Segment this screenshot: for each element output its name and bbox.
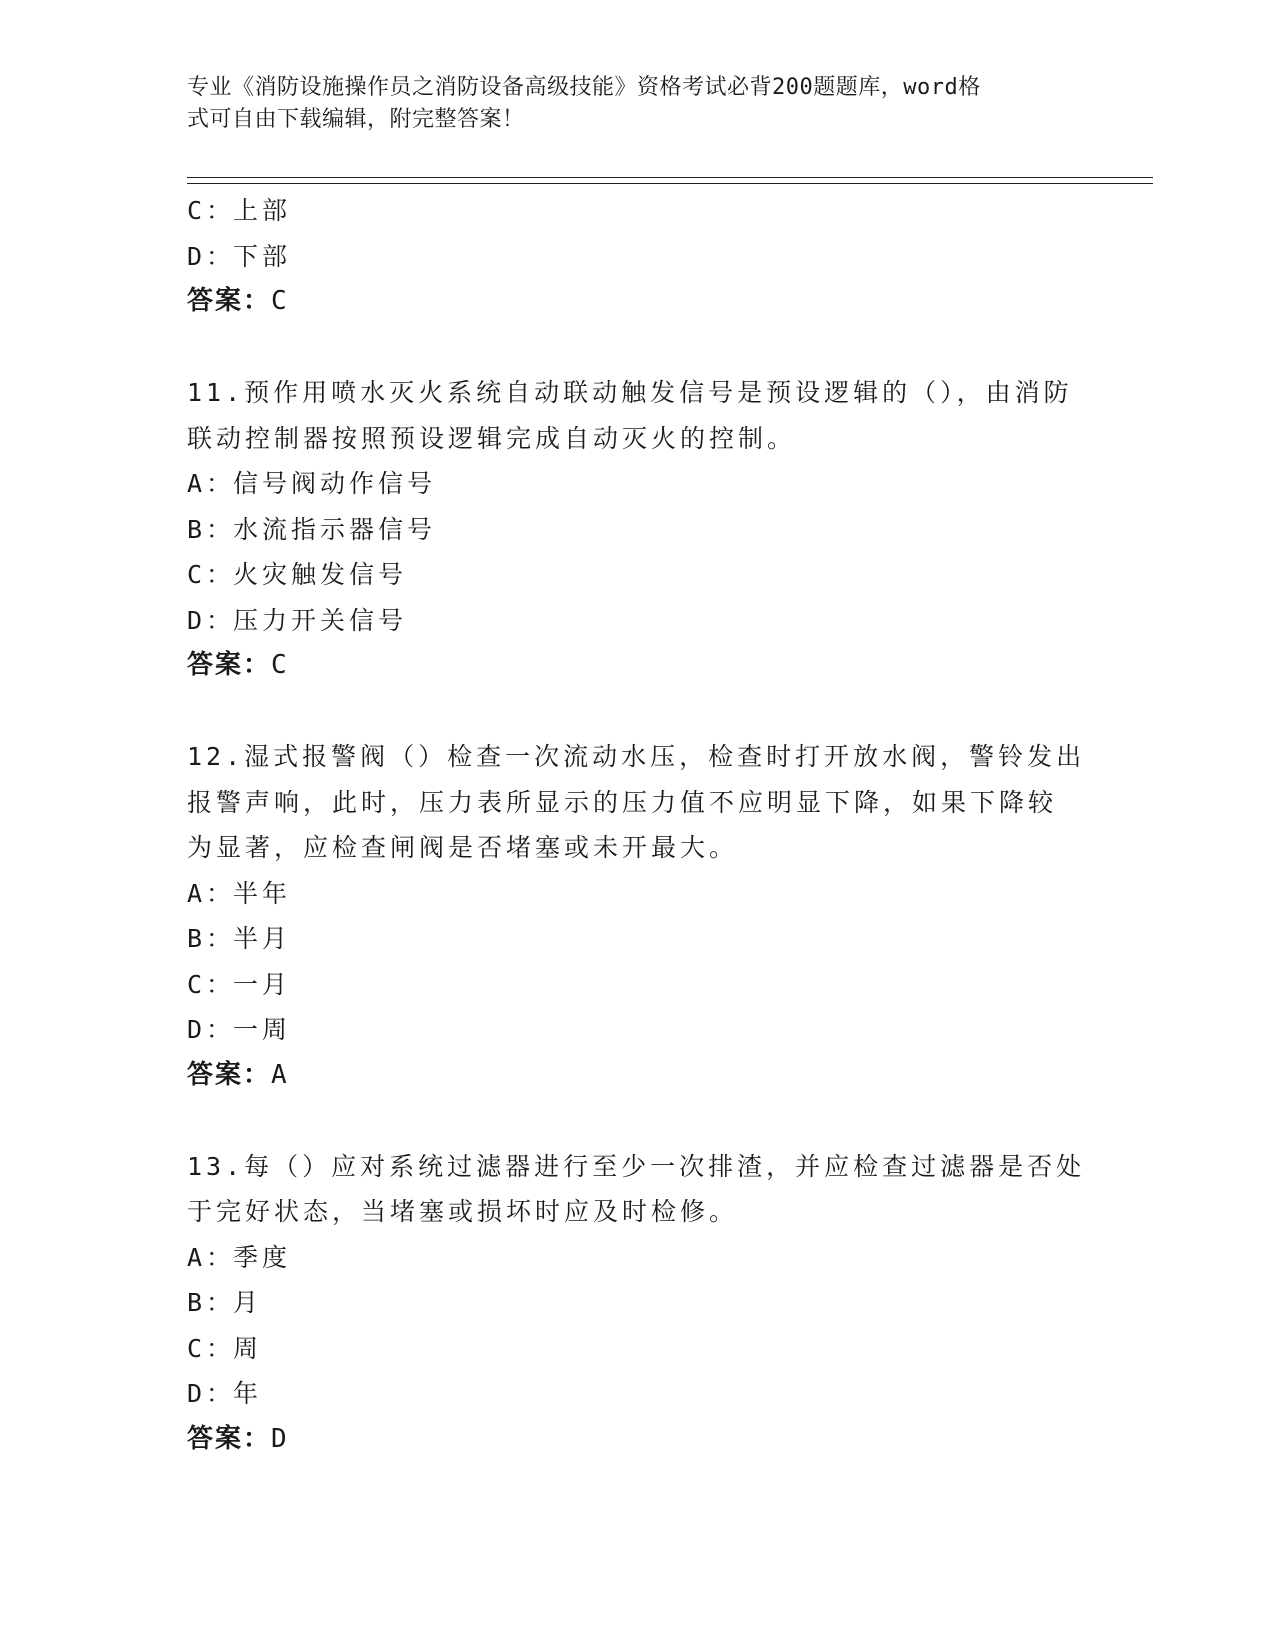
- question-11: [187, 370, 1087, 689]
- answer-value: C: [271, 286, 289, 316]
- option-text: 下部: [233, 241, 292, 271]
- option-c: [187, 1326, 1087, 1372]
- option-text: 半月: [233, 924, 292, 953]
- question-stem-line: 为显著，应检查闸阀是否堵塞或未开最大。: [187, 833, 739, 862]
- option-text: 水流指示器信号: [233, 514, 437, 544]
- option-d: [187, 234, 1087, 280]
- option-text: 季度: [233, 1242, 292, 1272]
- question-stem-line: 13.每（）应对系统过滤器进行至少一次排渣，并应检查过滤器是否处: [187, 1151, 1086, 1181]
- question-stem-line: 12.湿式报警阀（）检查一次流动水压，检查时打开放水阀，警铃发出: [187, 742, 1086, 771]
- answer-label: 答案：: [187, 1059, 272, 1090]
- spacer: [187, 689, 1087, 735]
- option-d: [187, 598, 1087, 644]
- option-key: D：: [187, 1015, 236, 1044]
- option-c: [187, 552, 1087, 598]
- question-12: [187, 734, 1087, 1098]
- option-key: C：: [187, 1333, 236, 1363]
- question-list: [187, 188, 1087, 1462]
- header-divider-top: [187, 177, 1153, 178]
- option-text: 一周: [233, 1015, 292, 1044]
- answer-label: 答案：: [187, 1423, 272, 1454]
- option-text: 火灾触发信号: [233, 560, 408, 589]
- question-10-continued: [187, 188, 1087, 325]
- option-b: [187, 507, 1087, 553]
- answer-value: A: [271, 1059, 289, 1090]
- option-text: 信号阀动作信号: [233, 469, 437, 498]
- option-a: [187, 1235, 1087, 1281]
- question-stem-line: 报警声响，此时，压力表所显示的压力值不应明显下降，如果下降较: [187, 787, 1058, 817]
- option-text: 压力开关信号: [233, 605, 408, 635]
- option-d: [187, 1007, 1087, 1053]
- option-key: C：: [187, 560, 236, 589]
- option-a: [187, 461, 1087, 507]
- header-title-line-2: 式可自由下载编辑，附完整答案！: [187, 107, 525, 132]
- answer-line: [187, 1053, 1087, 1099]
- spacer: [187, 1098, 1087, 1144]
- option-a: [187, 871, 1087, 917]
- option-key: A：: [187, 878, 236, 908]
- answer-value: C: [271, 650, 289, 680]
- option-c: [187, 962, 1087, 1008]
- answer-label: 答案：: [187, 286, 272, 316]
- answer-line: [187, 1417, 1087, 1463]
- option-key: D：: [187, 605, 236, 635]
- option-key: B：: [187, 1288, 236, 1317]
- option-key: D：: [187, 241, 236, 271]
- option-text: 月: [233, 1288, 263, 1317]
- option-text: 上部: [233, 196, 292, 225]
- option-key: B：: [187, 514, 236, 544]
- option-d: [187, 1371, 1087, 1417]
- document-header: [187, 72, 1067, 136]
- answer-value: D: [271, 1423, 289, 1454]
- option-c: [187, 188, 1087, 234]
- option-key: A：: [187, 469, 236, 498]
- option-text: 周: [233, 1333, 263, 1363]
- option-text: 一月: [233, 969, 292, 999]
- option-key: D：: [187, 1379, 236, 1408]
- option-key: C：: [187, 196, 236, 225]
- spacer: [187, 325, 1087, 371]
- question-13: [187, 1144, 1087, 1463]
- header-title-line-1: 专业《消防设施操作员之消防设备高级技能》资格考试必背200题题库，word格: [187, 75, 981, 100]
- option-key: A：: [187, 1242, 236, 1272]
- answer-line: [187, 279, 1087, 325]
- answer-label: 答案：: [187, 650, 272, 680]
- question-stem-line: 于完好状态，当堵塞或损坏时应及时检修。: [187, 1197, 739, 1226]
- option-key: B：: [187, 924, 236, 953]
- answer-line: [187, 643, 1087, 689]
- question-stem-line: 11.预作用喷水灭火系统自动联动触发信号是预设逻辑的（），由消防: [187, 378, 1073, 407]
- option-text: 年: [233, 1379, 263, 1408]
- question-stem-line: 联动控制器按照预设逻辑完成自动灭火的控制。: [187, 423, 797, 453]
- option-b: [187, 916, 1087, 962]
- option-key: C：: [187, 969, 236, 999]
- option-b: [187, 1280, 1087, 1326]
- option-text: 半年: [233, 878, 292, 908]
- header-divider-bottom: [187, 183, 1153, 184]
